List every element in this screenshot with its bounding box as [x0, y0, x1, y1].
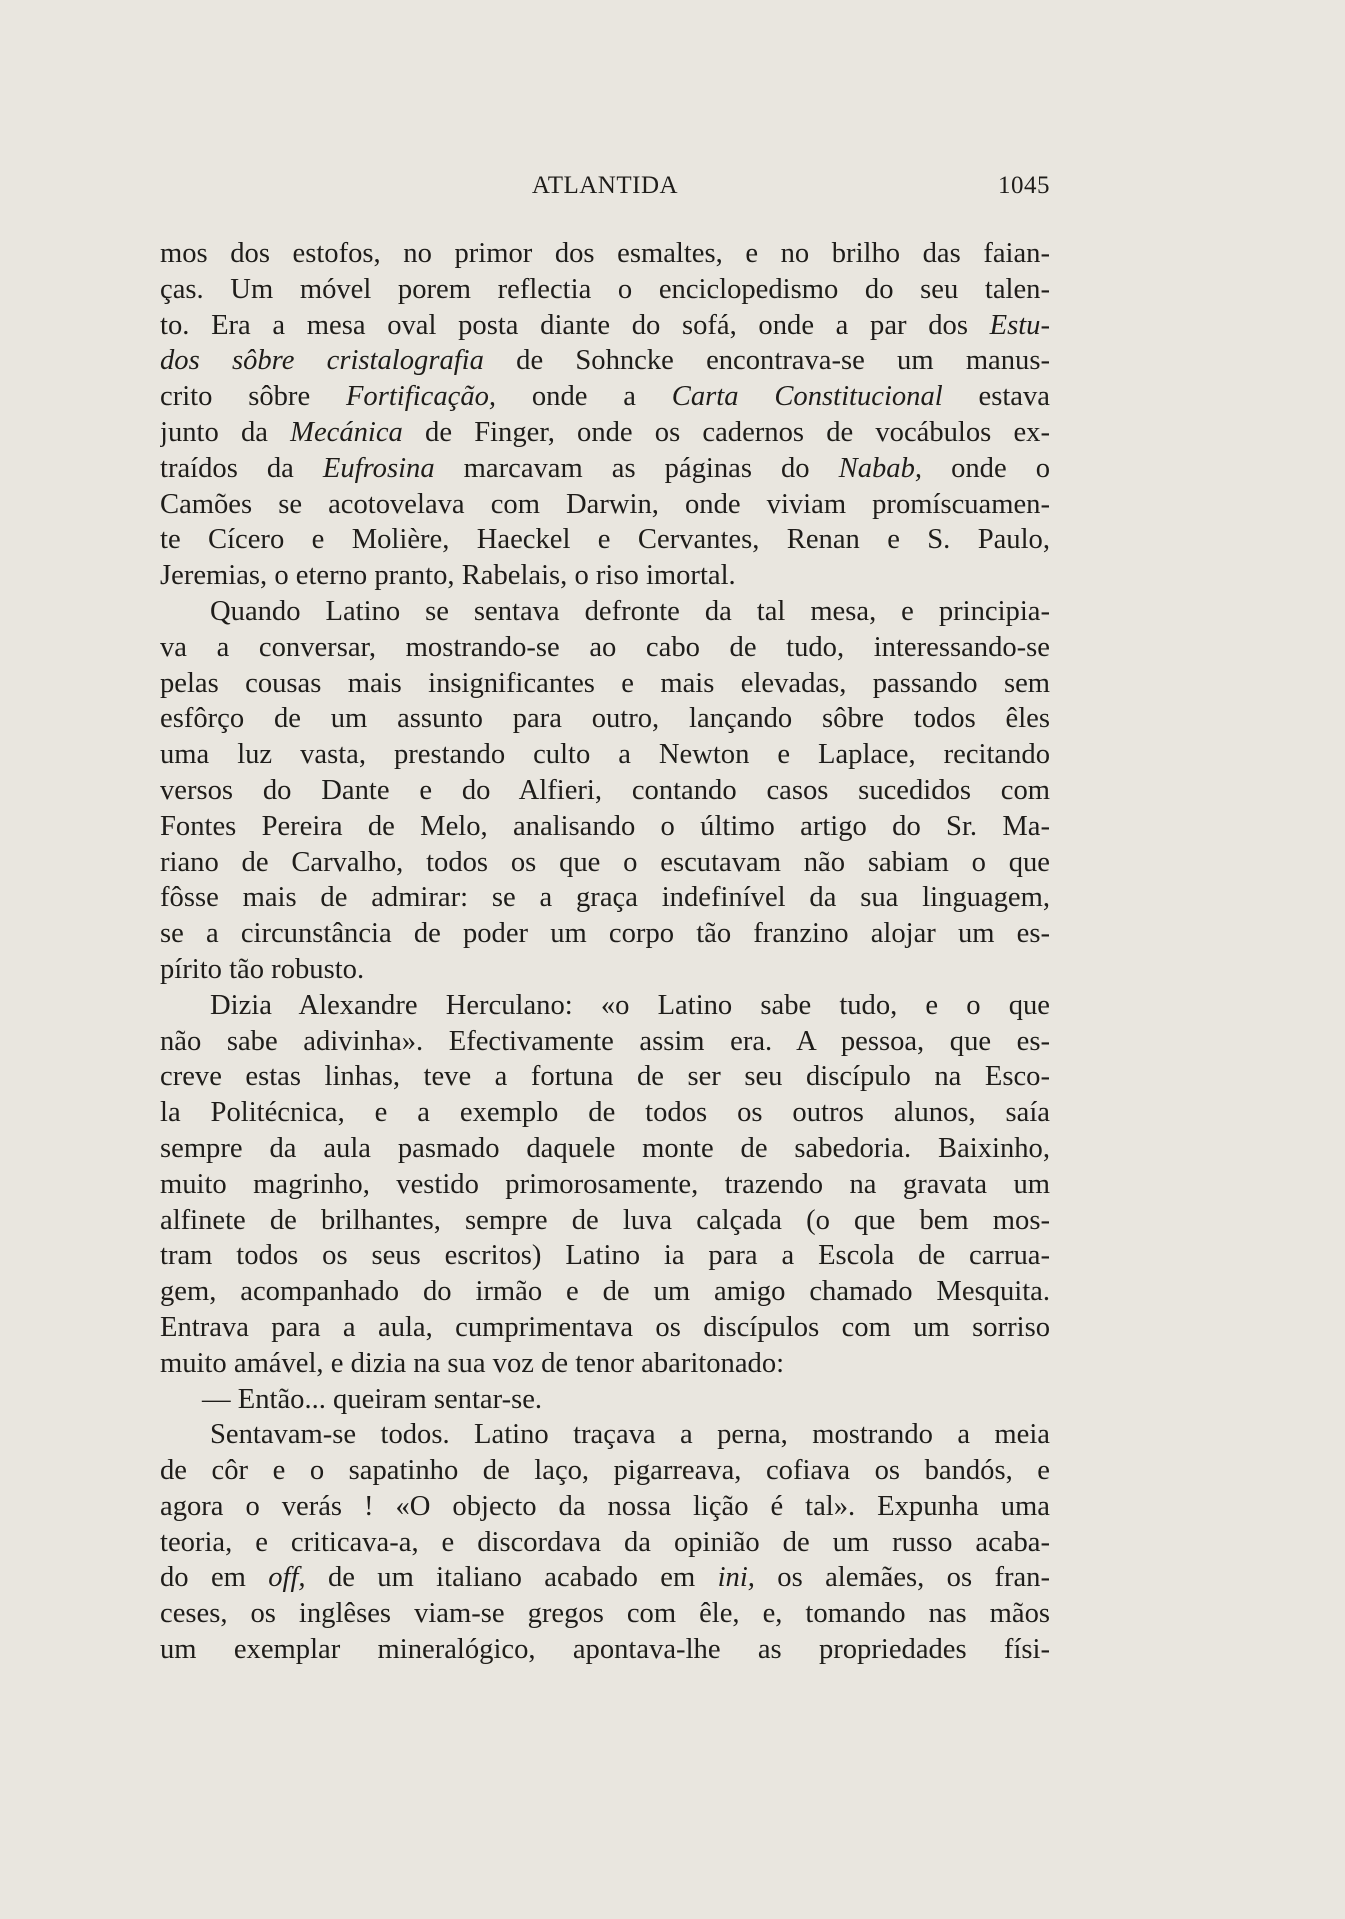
text-segment: Quando Latino se sentava defronte da tal mesa, e principia- — [210, 595, 1050, 627]
page-number: 1045 — [998, 172, 1050, 199]
text-line — [160, 1310, 1050, 1346]
text-segment: Dizia Alexandre Herculano: «o Latino sabe tudo, e o que — [210, 989, 1050, 1021]
text-line — [160, 558, 1050, 594]
text-segment: gem, acompanhado do irmão e de um amigo chamado Mesquita. — [160, 1276, 1050, 1308]
text-line — [160, 451, 1050, 487]
text-line — [160, 487, 1050, 523]
text-line — [160, 1382, 1050, 1418]
text-segment: de um italiano acabado em — [305, 1562, 718, 1594]
text-segment: la Politécnica, e a exemplo de todos os outros alunos, saía — [160, 1097, 1050, 1129]
text-segment: Jeremias, o eterno pranto, Rabelais, o riso imortal. — [160, 560, 736, 592]
text-segment: riano de Carvalho, todos os que o escutavam não sabiam o que — [160, 846, 1050, 878]
text-segment: não sabe adivinha». Efectivamente assim era. A pessoa, que es- — [160, 1025, 1050, 1057]
text-line — [160, 379, 1050, 415]
text-segment: estava — [942, 381, 1050, 413]
text-segment: esfôrço de um assunto para outro, lançando sôbre todos êles — [160, 703, 1050, 735]
text-line — [160, 308, 1050, 344]
text-line — [160, 916, 1050, 952]
text-segment: fôsse mais de admirar: se a graça indefinível da sua linguagem, — [160, 882, 1050, 914]
italic-title: Mecánica — [290, 416, 403, 448]
italic-title: Carta Constitucional — [671, 381, 943, 413]
text-line — [160, 1632, 1050, 1668]
body-text — [160, 236, 1050, 1668]
text-segment: sempre da aula pasmado daquele monte de sabedoria. Baixinho, — [160, 1132, 1050, 1164]
italic-title: Nabab, — [838, 452, 923, 484]
text-segment: Sentavam-se todos. Latino traçava a perna, mostrando a meia — [210, 1419, 1050, 1451]
running-title: ATLANTIDA — [531, 172, 679, 199]
text-line — [160, 1417, 1050, 1453]
text-line — [160, 1560, 1050, 1596]
text-segment: uma luz vasta, prestando culto a Newton e Laplace, recitando — [160, 739, 1050, 771]
text-line — [160, 1167, 1050, 1203]
text-segment: onde o — [922, 452, 1050, 484]
text-segment: mos dos estofos, no primor dos esmaltes, e no brilho das faian- — [160, 238, 1050, 269]
italic-title: ini, — [717, 1562, 755, 1594]
italic-title: dos sôbre cristalografia — [160, 345, 484, 377]
page-header — [160, 172, 1050, 212]
text-line — [160, 1024, 1050, 1060]
text-line — [160, 1274, 1050, 1310]
text-segment: junto da — [160, 416, 291, 448]
text-line — [160, 236, 1050, 272]
italic-title: Eufrosina — [322, 452, 435, 484]
text-segment: Camões se acotovelava com Darwin, onde viviam promíscuamen- — [160, 488, 1050, 520]
text-line — [160, 1095, 1050, 1131]
text-line — [160, 952, 1050, 988]
text-segment: os alemães, os fran- — [754, 1562, 1050, 1594]
text-segment: versos do Dante e do Alfieri, contando casos sucedidos com — [160, 774, 1050, 806]
text-segment: onde a — [496, 381, 672, 413]
text-line — [160, 630, 1050, 666]
text-segment: agora o verás ! «O objecto da nossa lição é tal». Expunha uma — [160, 1490, 1050, 1522]
text-line — [160, 1596, 1050, 1632]
text-segment: — Então... queiram sentar-se. — [202, 1383, 543, 1415]
text-line — [160, 1453, 1050, 1489]
text-line — [160, 272, 1050, 308]
text-line — [160, 737, 1050, 773]
italic-title: Fortificação, — [345, 381, 497, 413]
text-segment: de côr e o sapatinho de laço, pigarreava, cofiava os bandós, e — [160, 1455, 1050, 1487]
text-line — [160, 1238, 1050, 1274]
text-line — [160, 594, 1050, 630]
italic-title: Estu- — [989, 309, 1050, 341]
text-line — [160, 666, 1050, 702]
text-segment: to. Era a mesa oval posta diante do sofá, onde a par dos — [160, 309, 990, 341]
text-line — [160, 1131, 1050, 1167]
text-segment: teoria, e criticava-a, e discordava da opinião de um russo acaba- — [160, 1526, 1050, 1558]
text-segment: ceses, os inglêses viam-se gregos com êle, e, tomando nas mãos — [160, 1598, 1050, 1630]
text-line — [160, 522, 1050, 558]
text-segment: tram todos os seus escritos) Latino ia para a Escola de carrua- — [160, 1240, 1050, 1272]
text-line — [160, 1489, 1050, 1525]
text-line — [160, 701, 1050, 737]
text-segment: de Sohncke encontrava-se um manus- — [483, 345, 1050, 377]
text-line — [160, 773, 1050, 809]
text-segment: muito magrinho, vestido primorosamente, trazendo na gravata um — [160, 1168, 1050, 1200]
text-segment: creve estas linhas, teve a fortuna de ser seu discípulo na Esco- — [160, 1061, 1050, 1093]
text-segment: crito sôbre — [160, 381, 346, 413]
text-segment: muito amável, e dizia na sua voz de tenor abaritonado: — [160, 1347, 785, 1379]
text-segment: pelas cousas mais insignificantes e mais elevadas, passando sem — [160, 667, 1050, 699]
text-line — [160, 1346, 1050, 1382]
text-segment: ças. Um móvel porem reflectia o enciclopedismo do seu talen- — [160, 273, 1050, 305]
text-line — [160, 845, 1050, 881]
text-segment: traídos da — [160, 452, 323, 484]
text-segment: se a circunstância de poder um corpo tão franzino alojar um es- — [160, 918, 1050, 950]
text-line — [160, 880, 1050, 916]
text-line — [160, 1203, 1050, 1239]
text-line — [160, 343, 1050, 379]
text-segment: do em — [160, 1562, 269, 1594]
text-segment: te Cícero e Molière, Haeckel e Cervantes, Renan e S. Paulo, — [160, 524, 1050, 556]
text-line — [160, 988, 1050, 1024]
text-line — [160, 809, 1050, 845]
italic-title: off, — [268, 1562, 306, 1594]
text-segment: Entrava para a aula, cumprimentava os discípulos com um sorriso — [160, 1311, 1050, 1343]
text-segment: um exemplar mineralógico, apontava-lhe as propriedades físi- — [160, 1634, 1050, 1666]
text-line — [160, 1059, 1050, 1095]
text-line — [160, 1525, 1050, 1561]
text-segment: va a conversar, mostrando-se ao cabo de tudo, interessando-se — [160, 631, 1050, 663]
text-segment: de Finger, onde os cadernos de vocábulos ex- — [402, 416, 1050, 448]
text-segment: marcavam as páginas do — [434, 452, 839, 484]
text-segment: alfinete de brilhantes, sempre de luva calçada (o que bem mos- — [160, 1204, 1050, 1236]
text-segment: pírito tão robusto. — [160, 953, 365, 985]
text-segment: Fontes Pereira de Melo, analisando o último artigo do Sr. Ma- — [160, 810, 1050, 842]
text-line — [160, 415, 1050, 451]
